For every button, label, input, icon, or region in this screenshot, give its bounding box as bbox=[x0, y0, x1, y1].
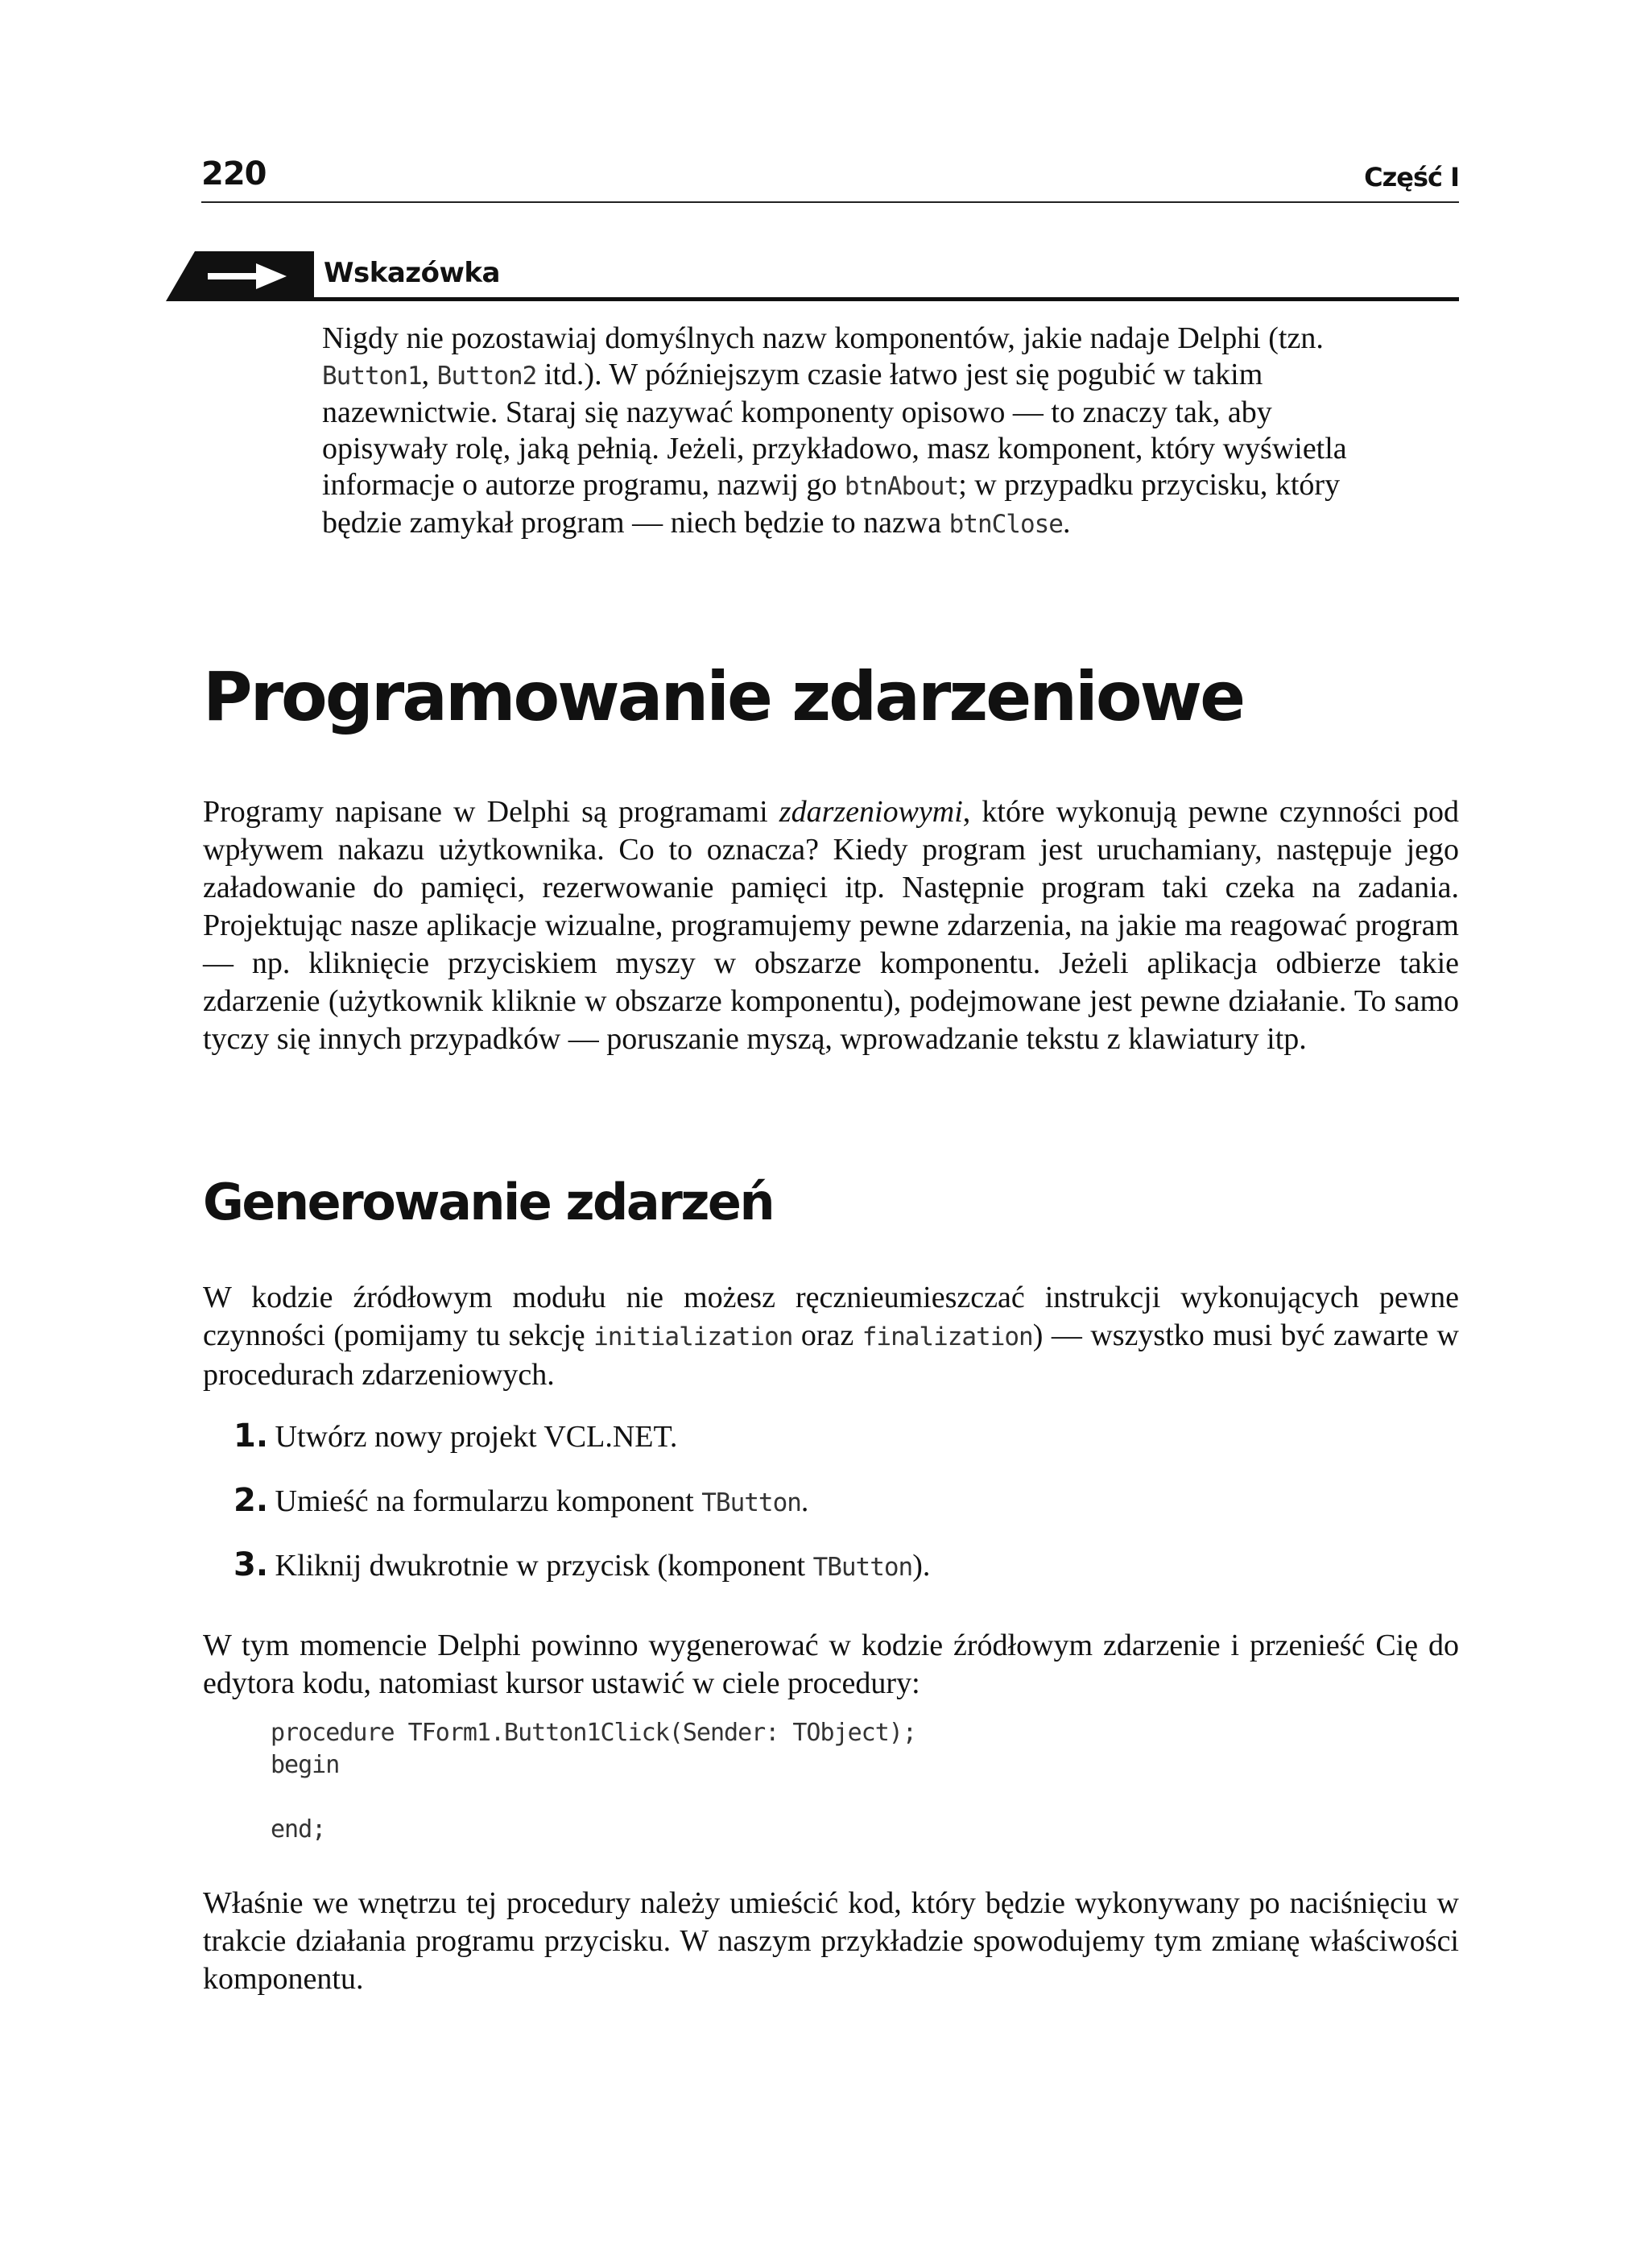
list-item bbox=[234, 1482, 930, 1546]
tip-header bbox=[166, 251, 1459, 301]
paragraph-text: W kodzie źródłowym modułu nie możesz ręcznieumieszczać instrukcji wykonujących pewne czynności (pomijamy tu sekcję bbox=[203, 1281, 1459, 1352]
code-line: begin bbox=[271, 1751, 340, 1779]
page-number: 220 bbox=[201, 155, 267, 192]
tip-text: Nigdy nie pozostawiaj domyślnych nazw komponentów, jakie nadaje Delphi (tzn. bbox=[322, 321, 1324, 355]
paragraph-event-programming bbox=[203, 793, 1459, 1058]
paragraph-procedure-body: Właśnie we wnętrzu tej procedury należy umieścić kod, który będzie wykonywany po naciśnięciu w trakcie działania programu przycisku. W naszym przykładzie spowodujemy tym zmianę właściwości komponentu. bbox=[203, 1886, 1459, 1996]
inline-code: TButton bbox=[812, 1553, 913, 1582]
paragraph-generating-events bbox=[203, 1279, 1459, 1394]
paragraph-delphi-generates: W tym momencie Delphi powinno wygenerować w kodzie źródłowym zdarzenie i przenieść Cię do edytora kodu, natomiast kursor ustawić w ciele procedury: bbox=[203, 1629, 1459, 1700]
inline-code: finalization bbox=[862, 1322, 1033, 1351]
step-text: Utwórz nowy projekt VCL.NET. bbox=[275, 1420, 678, 1454]
tip-code: btnClose bbox=[948, 510, 1063, 539]
tip-text: , bbox=[421, 358, 437, 391]
inline-code: initialization bbox=[593, 1322, 793, 1351]
tip-rule bbox=[314, 297, 1459, 301]
tip-text: . bbox=[1062, 506, 1071, 540]
paragraph-text: oraz bbox=[792, 1318, 862, 1352]
step-text: Kliknij dwukrotnie w przycisk (komponent bbox=[275, 1549, 813, 1583]
arrow-right-icon bbox=[166, 251, 314, 301]
paragraph-text: ) — wszystko musi być zawarte w procedurach zdarzeniowych. bbox=[203, 1318, 1459, 1392]
step-text: . bbox=[800, 1484, 809, 1518]
list-item bbox=[234, 1546, 930, 1611]
paragraph-text: , które wykonują pewne czynności pod wpływem nakazu użytkownika. Co to oznacza? Kiedy program jest uruchamiany, następuje jego załadowanie do pamięci, rezerwowanie pamięci itp. Następnie program taki czeka na zadania. Projektując nasze aplikacje wizualne, programujemy pewne zdarzenia, na jakie ma reagować program — np. kliknięcie przyciskiem myszy w obszarze komponentu. Jeżeli aplikacja odbierze takie zdarzenie (użytkownik kliknie w obszarze komponentu), podejmowane jest pewne działanie. To samo tyczy się innych przypadków — poruszanie myszą, wprowadzanie tekstu z klawiatury itp. bbox=[203, 795, 1459, 1056]
tip-title: Wskazówka bbox=[324, 257, 500, 289]
step-number: 1. bbox=[234, 1418, 269, 1455]
tip-code: btnAbout bbox=[844, 472, 959, 501]
steps-list bbox=[234, 1418, 930, 1611]
step-number: 2. bbox=[234, 1482, 269, 1519]
list-item bbox=[234, 1418, 930, 1482]
inline-code: TButton bbox=[701, 1488, 801, 1517]
part-label: Część I bbox=[1364, 162, 1459, 192]
tip-code: Button1 bbox=[322, 362, 422, 391]
code-blank-line bbox=[271, 1782, 916, 1814]
tip-text: ; w przypadku przycisku, który będzie zamykał program — niech będzie to nazwa bbox=[322, 468, 1341, 540]
tip-code: Button2 bbox=[436, 362, 537, 391]
section-heading-generating-events: Generowanie zdarzeń bbox=[203, 1173, 774, 1231]
running-header bbox=[201, 153, 1459, 203]
code-line: end; bbox=[271, 1815, 326, 1844]
emphasis-text: zdarzeniowymi bbox=[779, 795, 963, 829]
tip-text: itd.). W późniejszym czasie łatwo jest się pogubić w takim nazewnictwie. Staraj się nazywać komponenty opisowo — to znaczy tak, aby opisywały rolę, jaką pełnią. Jeżeli, przykładowo, masz komponent, który wyświetla informacje o autorze programu, nazwij go bbox=[322, 358, 1347, 502]
step-number: 3. bbox=[234, 1546, 269, 1583]
section-heading-event-programming: Programowanie zdarzeniowe bbox=[203, 657, 1244, 736]
step-text: ). bbox=[912, 1549, 931, 1583]
paragraph-text: Programy napisane w Delphi są programami bbox=[203, 795, 779, 829]
step-text: Umieść na formularzu komponent bbox=[275, 1484, 702, 1518]
tip-body bbox=[322, 321, 1393, 543]
code-line: procedure TForm1.Button1Click(Sender: TObject); bbox=[271, 1719, 916, 1747]
code-block bbox=[271, 1717, 916, 1846]
